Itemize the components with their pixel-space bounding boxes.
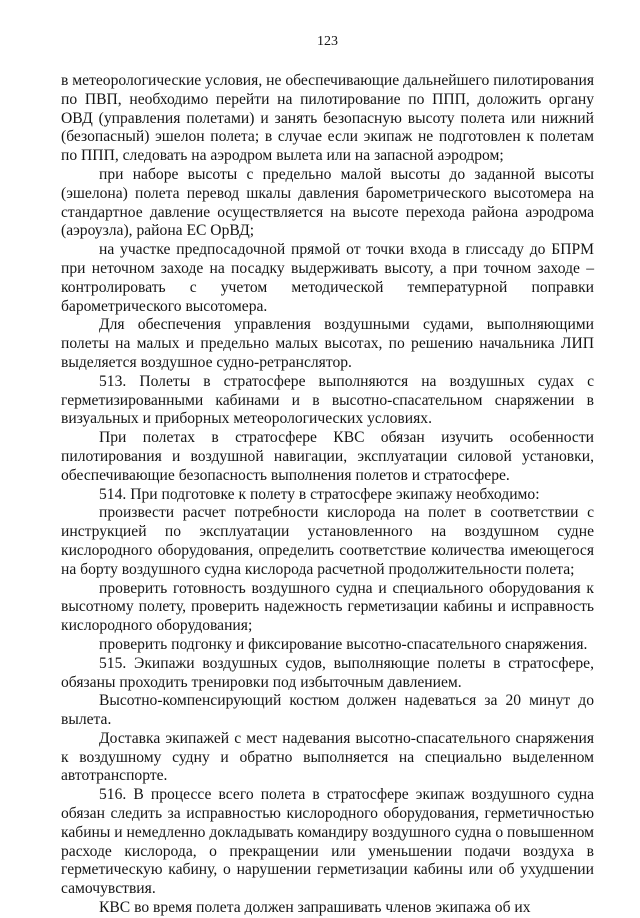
paragraph: проверить готовность воздушного судна и специального оборудования к высотному полету, проверить надежность герметизации кабины и исправность кислородного оборудования; — [61, 579, 594, 635]
document-page — [61, 34, 594, 918]
paragraph: 513. Полеты в стратосфере выполняются на воздушных судах с герметизированными кабинами и в высотно-спасательном снаряжении в визуальных и приборных метеорологических условиях. — [61, 372, 594, 428]
paragraph: проверить подгонку и фиксирование высотно-спасательного снаряжения. — [99, 635, 588, 653]
paragraph: произвести расчет потребности кислорода на полет в соответствии с инструкцией по эксплуатации установленного на воздушном судне кислородного оборудования, определить соответствие количества имеющегося на борту воздушного судна кислорода расчетной продолжительности полета; — [61, 504, 594, 578]
paragraph: на участке предпосадочной прямой от точки входа в глиссаду до БПРМ при неточном заходе на посадку выдерживать высоту, а при точном заходе – контролировать с учетом методической температурной поправки барометрического высотомера. — [61, 241, 594, 315]
paragraph: При полетах в стратосфере КВС обязан изучить особенности пилотирования и воздушной навигации, эксплуатации силовой установки, обеспечивающие безопасность выполнения полетов и стратосфере. — [61, 429, 594, 484]
paragraph: 514. При подготовке к полету в стратосфере экипажу необходимо: — [99, 485, 540, 503]
paragraph: 516. В процессе всего полета в стратосфере экипаж воздушного судна обязан следить за исправностью кислородного оборудования, герметичностью кабины и немедленно докладывать командиру воздушного судна о повышенном расходе кислорода, о прекращении или уменьшении подачи воздуха в герметическую кабину, о нарушении герметизации кабины или об ухудшении самочувствия. — [61, 786, 594, 898]
document-body — [61, 72, 594, 918]
paragraph: при наборе высоты с предельно малой высоты до заданной высоты (эшелона) полета перевод шкалы давления барометрического высотомера на стандартное давление осуществляется на высоте перехода района аэродрома (аэроузла), района ЕС ОрВД; — [61, 165, 594, 240]
paragraph: в метеорологические условия, не обеспечивающие дальнейшего пилотирования по ПВП, необходимо перейти на пилотирование по ППП, доложить органу ОВД (управления полетами) и занять безопасную высоту полета или нижний (безопасный) эшелон полета; в случае если экипаж не подготовлен к полетам по ППП, следовать на аэродром вылета или на запасной аэродром; — [61, 72, 594, 165]
paragraph: 515. Экипажи воздушных судов, выполняющие полеты в стратосфере, обязаны проходить тренировки под избыточным давлением. — [61, 654, 594, 691]
paragraph: Для обеспечения управления воздушными судами, выполняющими полеты на малых и предельно малых высотах, по решению начальника ЛИП выделяется воздушное судно-ретранслятор. — [61, 316, 594, 371]
paragraph: КВС во время полета должен запрашивать членов экипажа об их — [99, 899, 531, 917]
page-number: 123 — [317, 34, 338, 49]
paragraph: Высотно-компенсирующий костюм должен надеваться за 20 минут до вылета. — [61, 692, 594, 729]
paragraph: Доставка экипажей с мест надевания высотно-спасательного снаряжения к воздушному судну и обратно выполняется на специально выделенном автотранспорте. — [61, 729, 594, 785]
